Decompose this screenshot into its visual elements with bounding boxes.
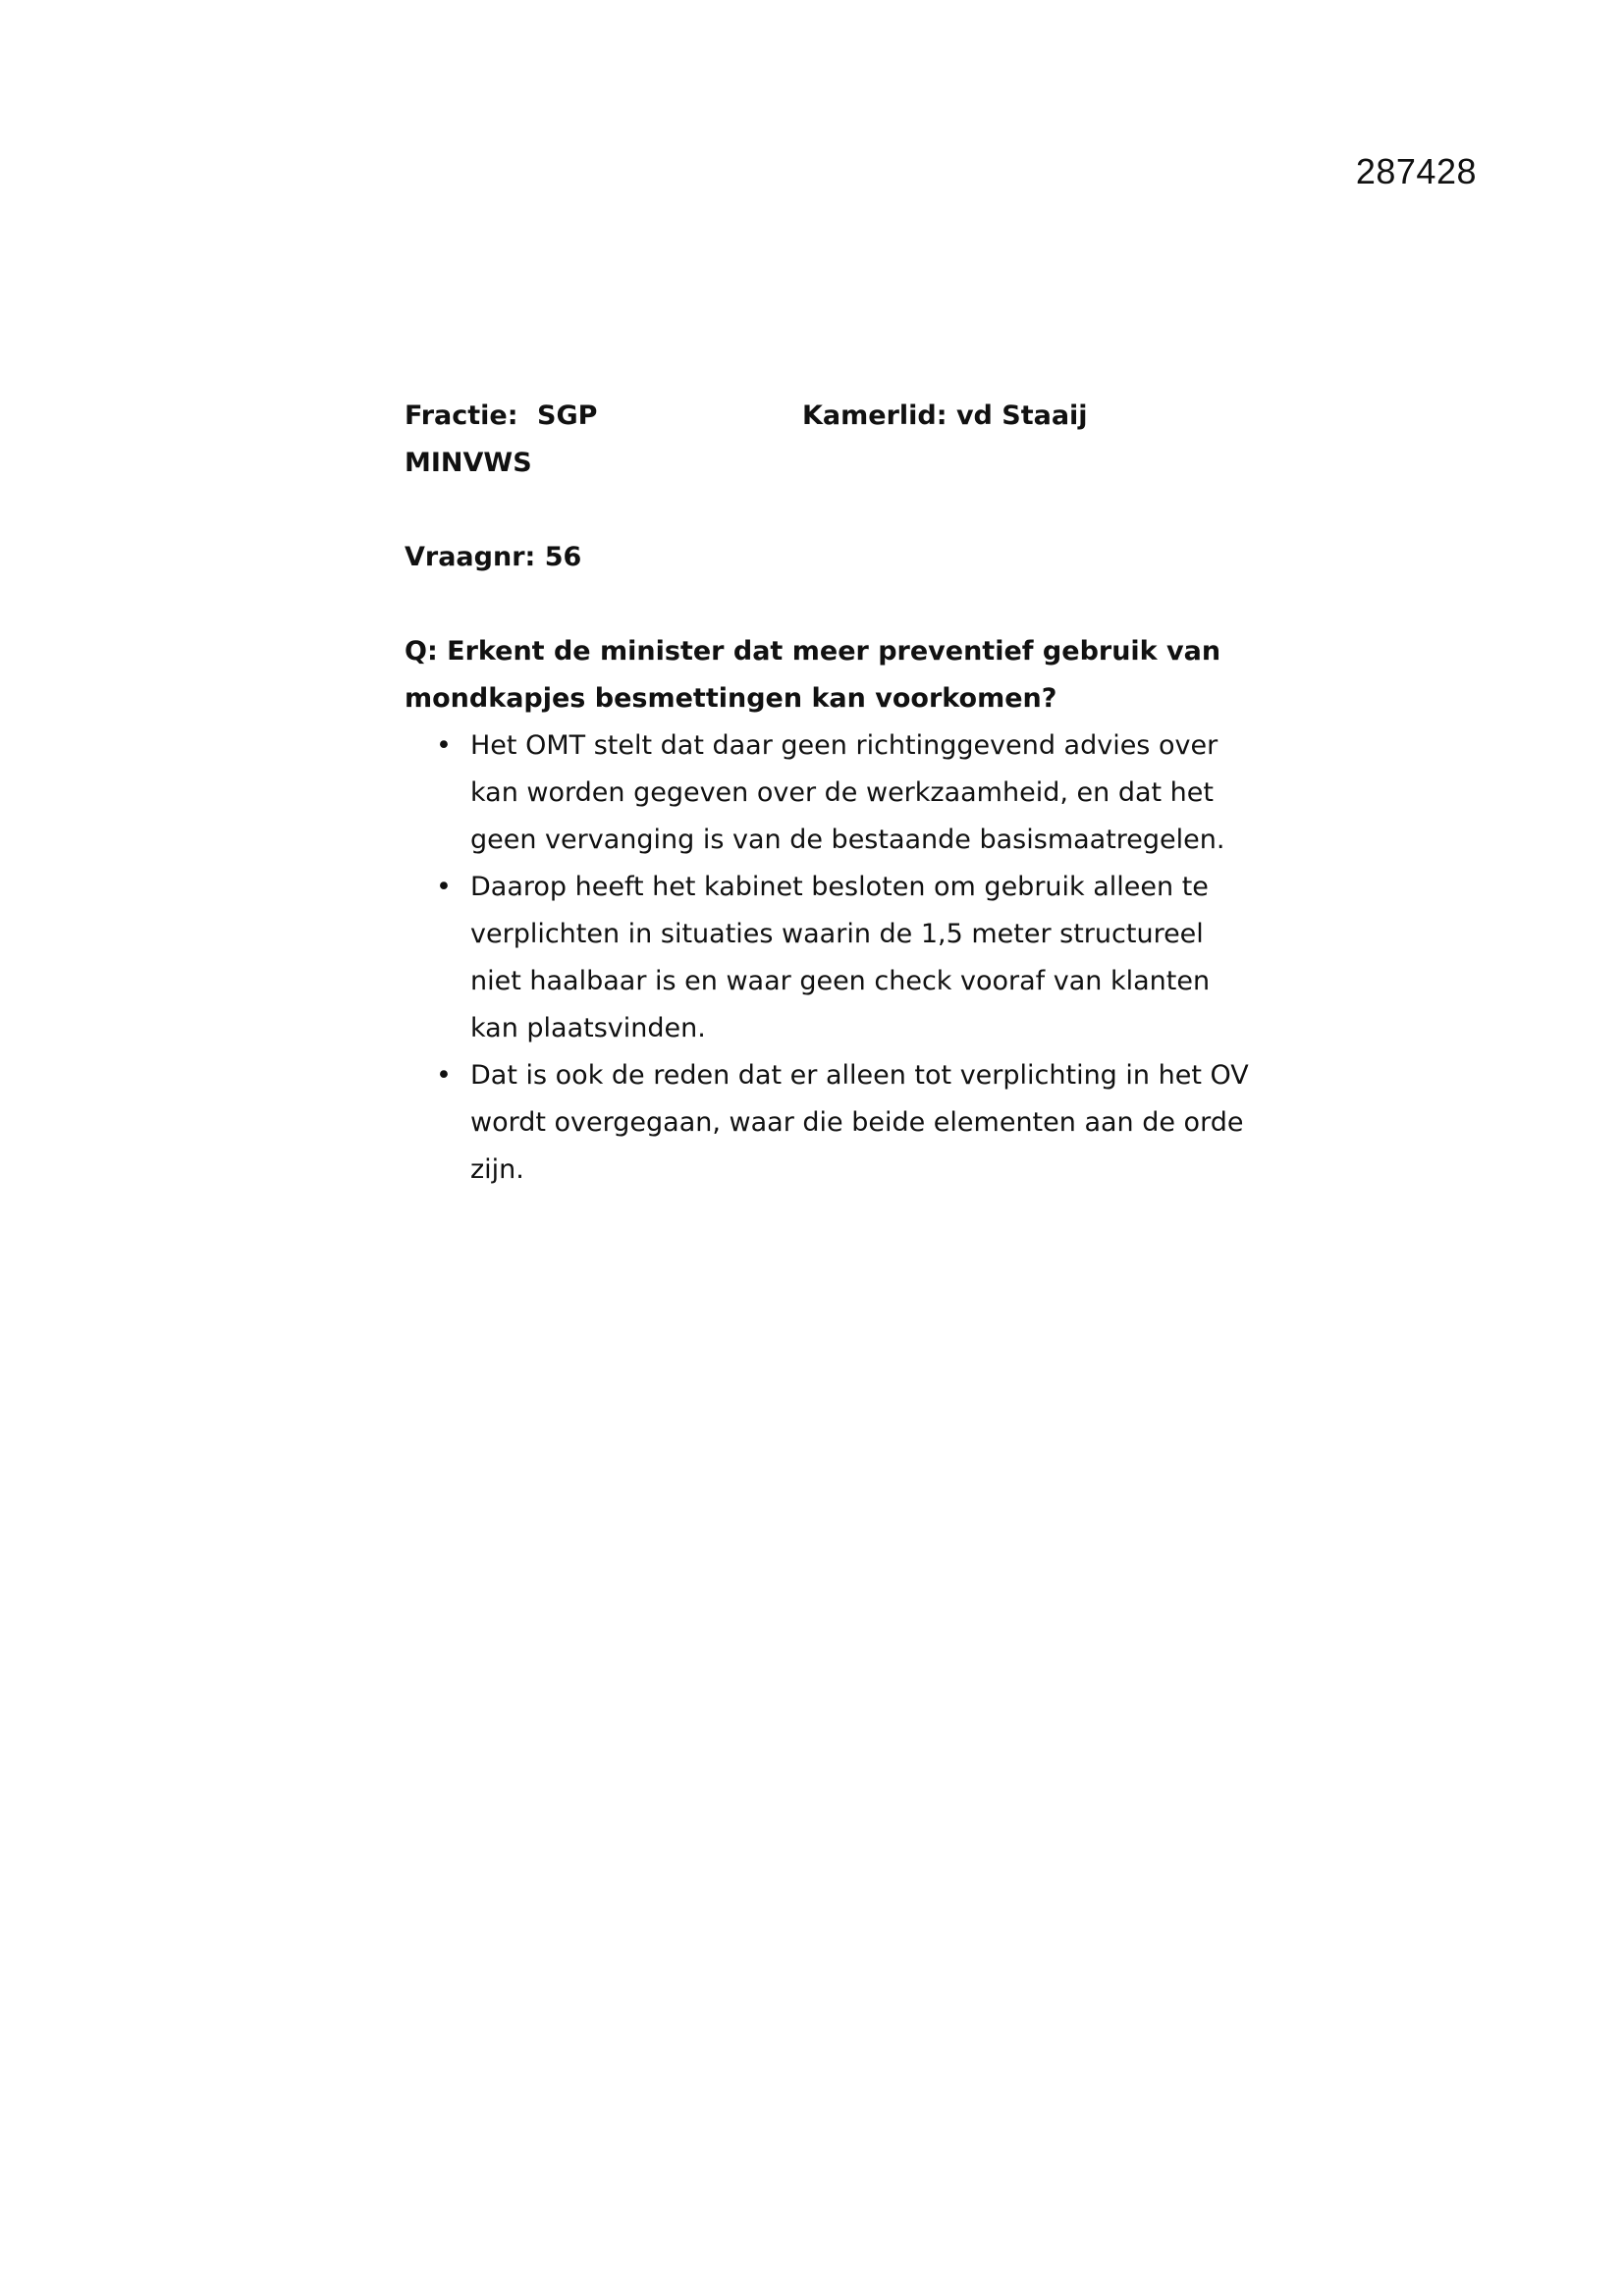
bullet-icon: • xyxy=(436,872,452,902)
kamerlid: Kamerlid: vd Staaij xyxy=(802,400,1088,431)
question-number: Vraagnr: 56 xyxy=(405,542,582,572)
answer-text: Daarop heeft het kabinet besloten om gebruik alleen te verplichten in situaties waarin de 1,5 meter structureel niet haalbaar is en waar geen check vooraf van klanten kan plaatsvinden. xyxy=(470,872,1211,1043)
ministry: MINVWS xyxy=(405,448,532,478)
list-item xyxy=(405,864,1249,1052)
document-body xyxy=(405,393,1249,1194)
bullet-icon: • xyxy=(436,730,452,761)
answer-text: Het OMT stelt dat daar geen richtinggevend advies over kan worden gegeven over de werkzaamheid, en dat het geen vervanging is van de bestaande basismaatregelen. xyxy=(470,730,1225,855)
header-row xyxy=(405,393,1249,440)
spacer xyxy=(405,487,1249,534)
fractie-label: Fractie: xyxy=(405,400,518,431)
question-text: Q: Erkent de minister dat meer preventief gebruik van mondkapjes besmettingen kan voorkomen? xyxy=(405,636,1221,714)
spacer xyxy=(405,581,1249,628)
answer-text: Dat is ook de reden dat er alleen tot verplichting in het OV wordt overgegaan, waar die beide elementen aan de orde zijn. xyxy=(470,1060,1249,1185)
list-item xyxy=(405,1052,1249,1194)
answer-list xyxy=(405,722,1249,1194)
document-id: 287428 xyxy=(1355,151,1477,191)
bullet-icon: • xyxy=(436,1060,452,1091)
fractie-value: SGP xyxy=(537,400,598,431)
list-item xyxy=(405,722,1249,864)
